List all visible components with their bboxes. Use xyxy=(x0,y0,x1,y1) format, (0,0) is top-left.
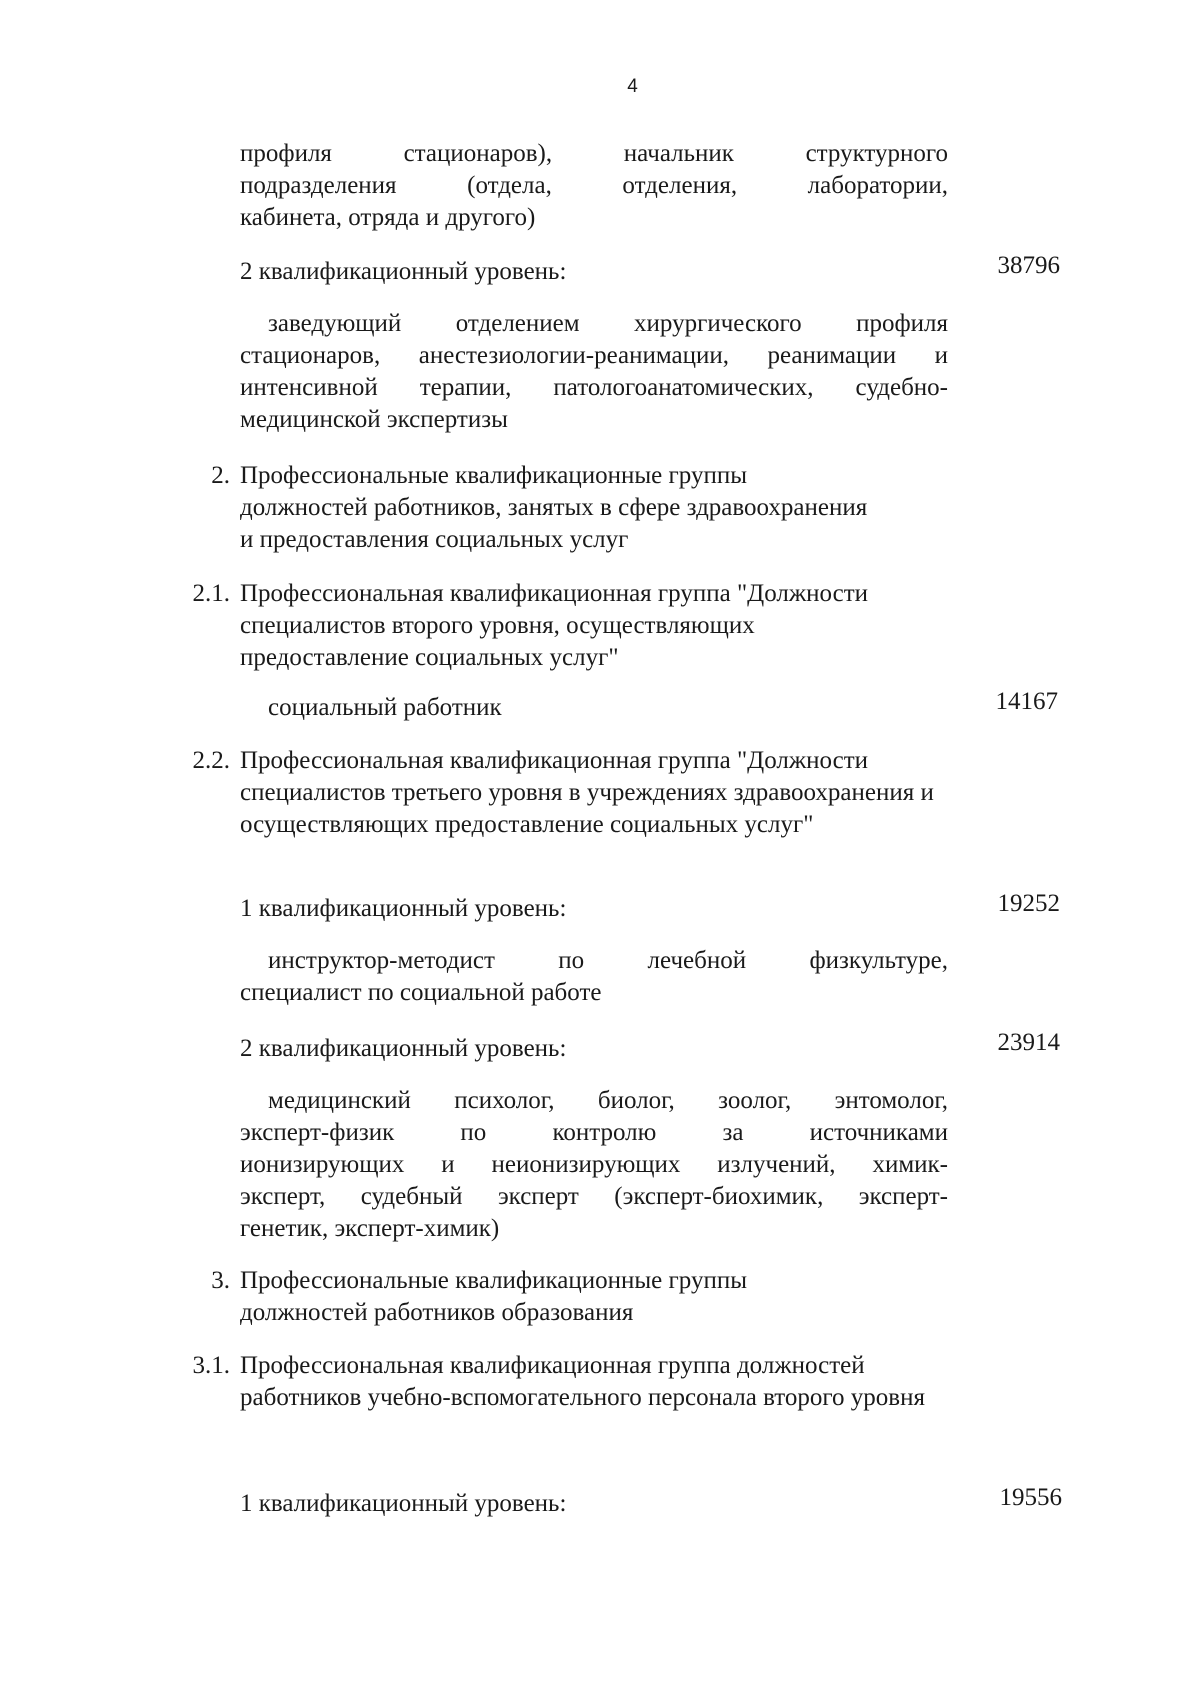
text-line: медицинский психолог, биолог, зоолог, энтомолог, xyxy=(268,1087,948,1114)
level-label: 2 квалификационный уровень: xyxy=(240,1035,567,1062)
section-title: Профессиональные квалификационные группы должностей работников образования xyxy=(240,1267,748,1326)
positions-text xyxy=(240,308,948,436)
continuation-text xyxy=(240,138,948,234)
salary-value: 19556 xyxy=(999,1484,1062,1511)
section-title: Профессиональная квалификационная группа "Должности специалистов третьего уровня в учреждениях здравоохранения и осуществляющих предоставление социальных услуг" xyxy=(240,747,934,838)
position-text: социальный работник xyxy=(268,694,502,721)
section-number: 2. xyxy=(211,462,230,489)
section-title: Профессиональная квалификационная группа "Должности специалистов второго уровня, осуществляющих предоставление социальных услуг" xyxy=(240,580,869,671)
positions-text xyxy=(240,1085,948,1245)
positions-text xyxy=(240,945,948,1009)
text-line: профиля стационаров), начальник структурного xyxy=(240,140,948,167)
salary-value: 19252 xyxy=(997,890,1060,917)
section-number: 3. xyxy=(211,1267,230,1294)
text-line: подразделения (отдела, отделения, лаборатории, xyxy=(240,172,948,199)
text-line: эксперт, судебный эксперт (эксперт-биохимик, эксперт- xyxy=(240,1183,948,1210)
section-number: 2.1. xyxy=(192,580,230,607)
level-label: 1 квалификационный уровень: xyxy=(240,1490,567,1517)
text-line: заведующий отделением хирургического профиля xyxy=(268,310,948,337)
text-line: кабинета, отряда и другого) xyxy=(240,204,536,231)
salary-value: 23914 xyxy=(997,1029,1060,1056)
section-title: Профессиональные квалификационные группы должностей работников, занятых в сфере здравоохранения и предоставления социальных услуг xyxy=(240,462,868,553)
text-line: медицинской экспертизы xyxy=(240,406,508,433)
level-label: 2 квалификационный уровень: xyxy=(240,258,567,285)
text-line: интенсивной терапии, патологоанатомических, судебно- xyxy=(240,374,948,401)
text-line: эксперт-физик по контролю за источниками xyxy=(240,1119,948,1146)
text-line: стационаров, анестезиологии-реанимации, реанимации и xyxy=(240,342,948,369)
text-line: инструктор-методист по лечебной физкультуре, xyxy=(268,947,948,974)
salary-value: 14167 xyxy=(995,688,1058,715)
text-line: специалист по социальной работе xyxy=(240,979,602,1006)
text-line: ионизирующих и неионизирующих излучений, химик- xyxy=(240,1151,948,1178)
page-number: 4 xyxy=(627,76,638,97)
section-number: 3.1. xyxy=(192,1352,230,1379)
section-title: Профессиональная квалификационная группа должностей работников учебно-вспомогательного персонала второго уровня xyxy=(240,1352,925,1411)
level-label: 1 квалификационный уровень: xyxy=(240,895,567,922)
text-line: генетик, эксперт-химик) xyxy=(240,1215,500,1242)
section-number: 2.2. xyxy=(192,747,230,774)
salary-value: 38796 xyxy=(997,252,1060,279)
